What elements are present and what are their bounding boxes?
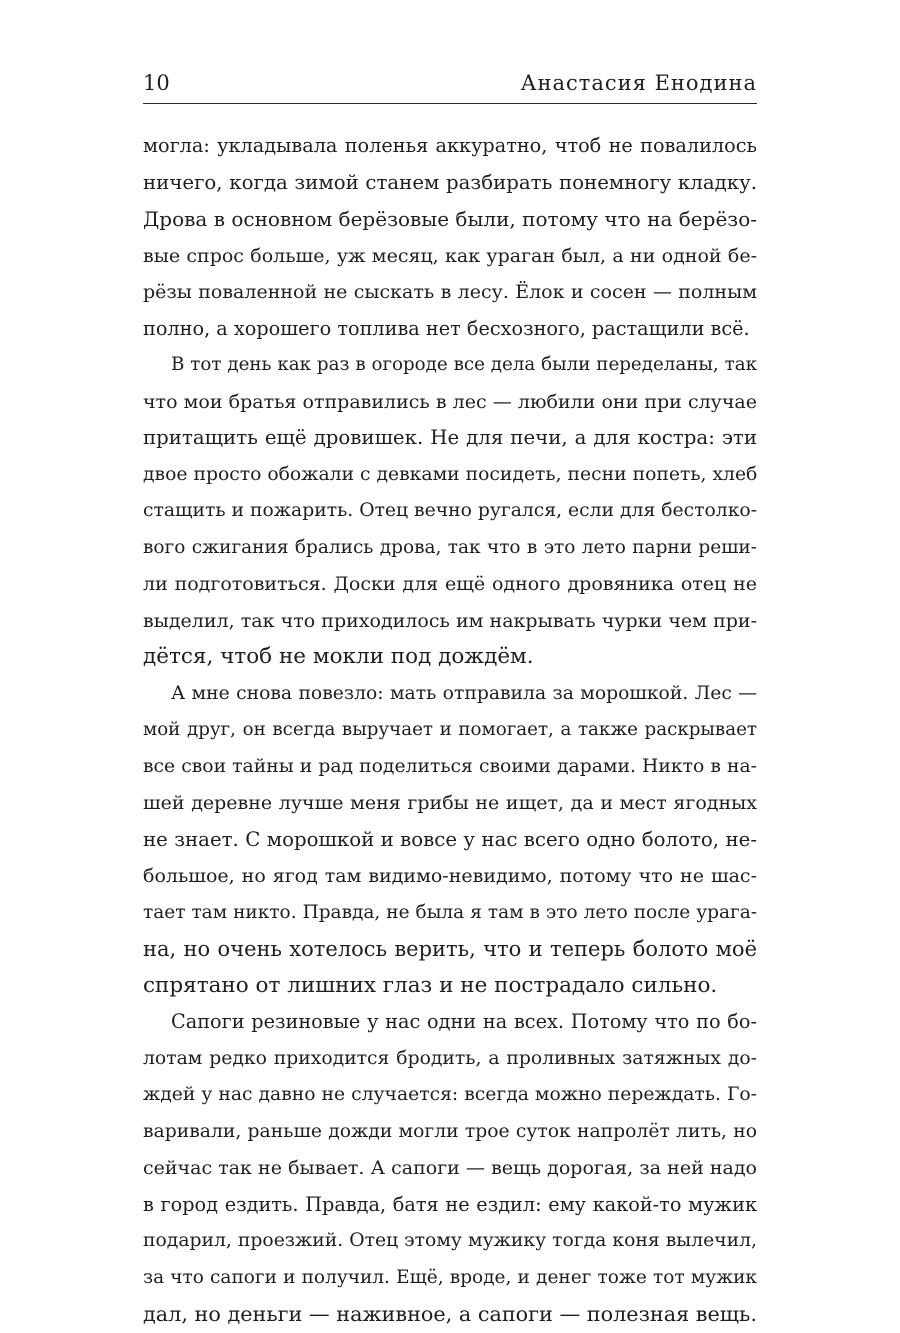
text-line: двое просто обожали с девками посидеть, песни попеть, хлеб xyxy=(143,463,757,485)
paragraph xyxy=(143,128,757,347)
text-line: рёзы поваленной не сыскать в лесу. Ёлок и сосен — полным xyxy=(143,281,757,303)
paragraph xyxy=(143,676,757,1005)
text-line: стащить и пожарить. Отец вечно ругался, если для бестолко- xyxy=(143,500,757,521)
text-line: в город ездить. Правда, батя не ездил: ему какой-то мужик xyxy=(143,1192,757,1216)
text-line: выделил, так что приходилось им накрывать чурки чем при- xyxy=(143,609,757,632)
text-line: варивали, раньше дожди могли трое суток напролёт лить, но xyxy=(143,1120,757,1142)
text-line: что мои братья отправились в лес — любили они при случае xyxy=(143,390,757,413)
text-line: вого сжигания брались дрова, так что в это лето парни реши- xyxy=(143,536,757,558)
page-number: 10 xyxy=(143,71,170,95)
text-line: Сапоги резиновые у нас одни на всех. Потому что по бо- xyxy=(171,1010,757,1033)
text-line: за что сапоги и получил. Ещё, вроде, и денег тоже тот мужик xyxy=(143,1266,757,1288)
text-line: В тот день как раз в огороде все дела были переделаны, так xyxy=(171,354,757,375)
text-line: спрятано от лишних глаз и не пострадало сильно. xyxy=(143,972,718,998)
text-line: дал, но деньги — наживное, а сапоги — полезная вещь. xyxy=(143,1302,757,1326)
paragraph xyxy=(143,1004,757,1333)
text-line: вые спрос больше, уж месяц, как ураган был, а ни одной бе- xyxy=(143,244,757,267)
text-line: притащить ещё дровишек. Не для печи, а для костра: эти xyxy=(143,426,757,449)
text-line: ли подготовиться. Доски для ещё одного дровяника отец не xyxy=(143,573,757,595)
text-line: мой друг, он всегда выручает и помогает, а также раскрывает xyxy=(143,719,757,740)
running-head xyxy=(143,64,757,102)
text-line: могла: укладывала поленья аккуратно, чтоб не повалилось xyxy=(143,134,757,157)
text-line: не знает. С морошкой и вовсе у нас всего одно болото, не- xyxy=(143,827,757,851)
text-line: тает там никто. Правда, не была я там в это лето после урага- xyxy=(143,901,757,923)
text-line: шей деревне лучше меня грибы не ищет, да и мест ягодных xyxy=(143,792,757,814)
text-line: полно, а хорошего топлива нет бесхозного, растащили всё. xyxy=(143,316,750,340)
text-line: подарил, проезжий. Отец этому мужику тогда коня вылечил, xyxy=(143,1230,757,1251)
header-rule xyxy=(143,103,757,104)
text-line: А мне снова повезло: мать отправила за морошкой. Лес — xyxy=(171,682,757,704)
text-line: ждей у нас давно не случается: всегда можно переждать. Го- xyxy=(143,1084,757,1105)
text-line: лотам редко приходится бродить, а проливных затяжных до- xyxy=(143,1047,757,1069)
text-line: сейчас так не бывает. А сапоги — вещь дорогая, за ней надо xyxy=(143,1157,757,1179)
text-line: большое, но ягод там видимо-невидимо, потому что не шас- xyxy=(143,865,757,887)
text-line: все свои тайны и рад поделиться своими дарами. Никто в на- xyxy=(143,755,757,777)
paragraph xyxy=(143,347,757,676)
text-line: на, но очень хотелось верить, что и теперь болото моё xyxy=(143,937,757,961)
body-text xyxy=(143,128,757,1333)
running-head-author: Анастасия Енодина xyxy=(520,71,757,95)
text-line: ничего, когда зимой станем разбирать понемногу кладку. xyxy=(143,170,757,194)
text-line: дётся, чтоб не мокли под дождём. xyxy=(143,644,534,669)
text-line: Дрова в основном берёзовые были, потому что на берёзо- xyxy=(143,207,757,231)
